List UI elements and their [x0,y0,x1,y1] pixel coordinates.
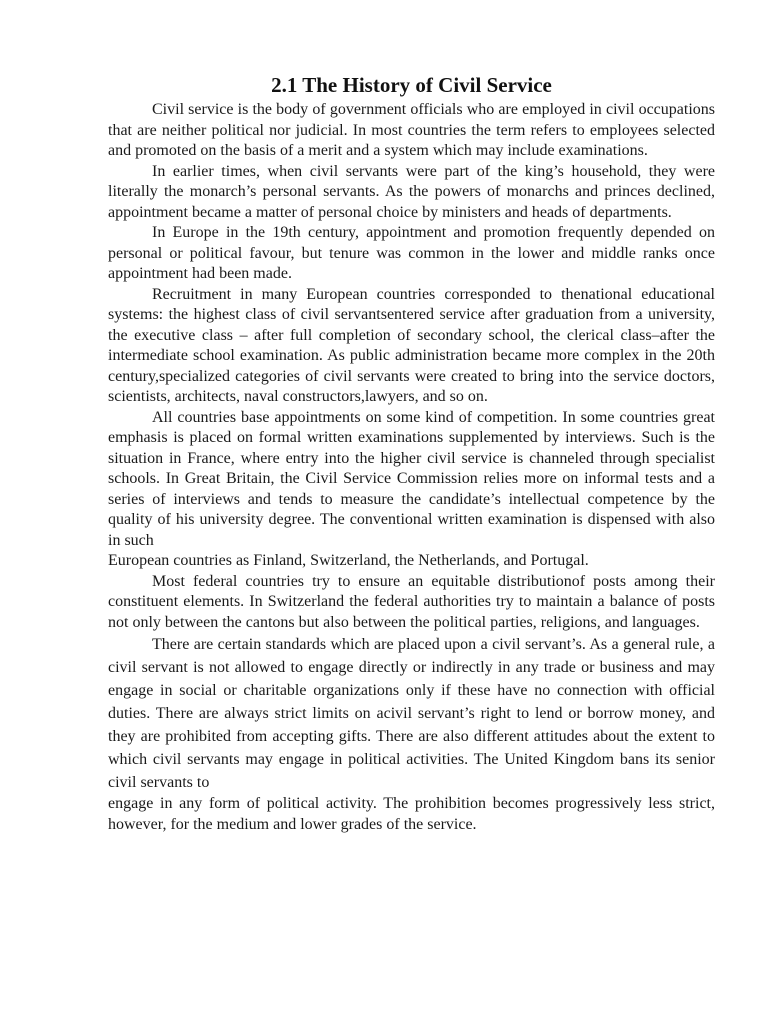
page-title: 2.1 The History of Civil Service [271,73,552,97]
document-page [108,72,715,835]
paragraph-competition: All countries base appointments on some kind of competition. In some countries great emphasis is placed on formal written examinations supplemented by interviews. Such is the situation in France, where entry into the higher civil service is channeled through specialist schools. In Great Britain, the Civil Service Commission relies more on informal tests and a series of interviews and tends to measure the candidate’s intellectual competence by the quality of his university degree. The conventional written examination is dispensed with also in such [108,408,715,549]
paragraph-federal-countries: Most federal countries try to ensure an equitable distributionof posts among their constituent elements. In Switzerland the federal authorities try to maintain a balance of posts not only between the cantons but also between the political parties, religions, and languages. [108,572,715,631]
paragraph-standards: There are certain standards which are placed upon a civil servant’s. As a general rule, a civil servant is not allowed to engage directly or indirectly in any trade or business and may engage in social or charitable organizations only if these have no connection with official duties. There are always strict limits on acivil servant’s right to lend or borrow money, and they are prohibited from accepting gifts. There are also different attitudes about the extent to which civil servants may engage in political activities. The United Kingdom bans its senior civil servants to [108,636,715,791]
paragraph-european-countries: European countries as Finland, Switzerland, the Netherlands, and Portugal. [108,552,589,569]
paragraph-19th-century: In Europe in the 19th century, appointment and promotion frequently depended on personal or political favour, but tenure was common in the lower and middle ranks once appointment had been made. [108,224,715,282]
paragraph-earlier-times: In earlier times, when civil servants were part of the king’s household, they were literally the monarch’s personal servants. As the powers of monarchs and princes declined, appointment became a matter of personal choice by ministers and heads of departments. [108,162,715,221]
paragraph-definition: Civil service is the body of government officials who are employed in civil occupations that are neither political nor judicial. In most countries the term refers to employees selected and promoted on the basis of a merit and a system which may include examinations. [108,101,715,159]
paragraph-prohibition: engage in any form of political activity. The prohibition becomes progressively less strict, however, for the medium and lower grades of the service. [108,795,715,833]
paragraph-recruitment: Recruitment in many European countries corresponded to thenational educational systems: the highest class of civil servantsentered service after graduation from a university, the executive class – after full completion of secondary school, the clerical class–after the intermediate school examination. As public administration became more complex in the 20th century,specialized categories of civil servants were created to bring into the service doctors, scientists, architects, naval constructors,lawyers, and so on. [108,285,715,405]
